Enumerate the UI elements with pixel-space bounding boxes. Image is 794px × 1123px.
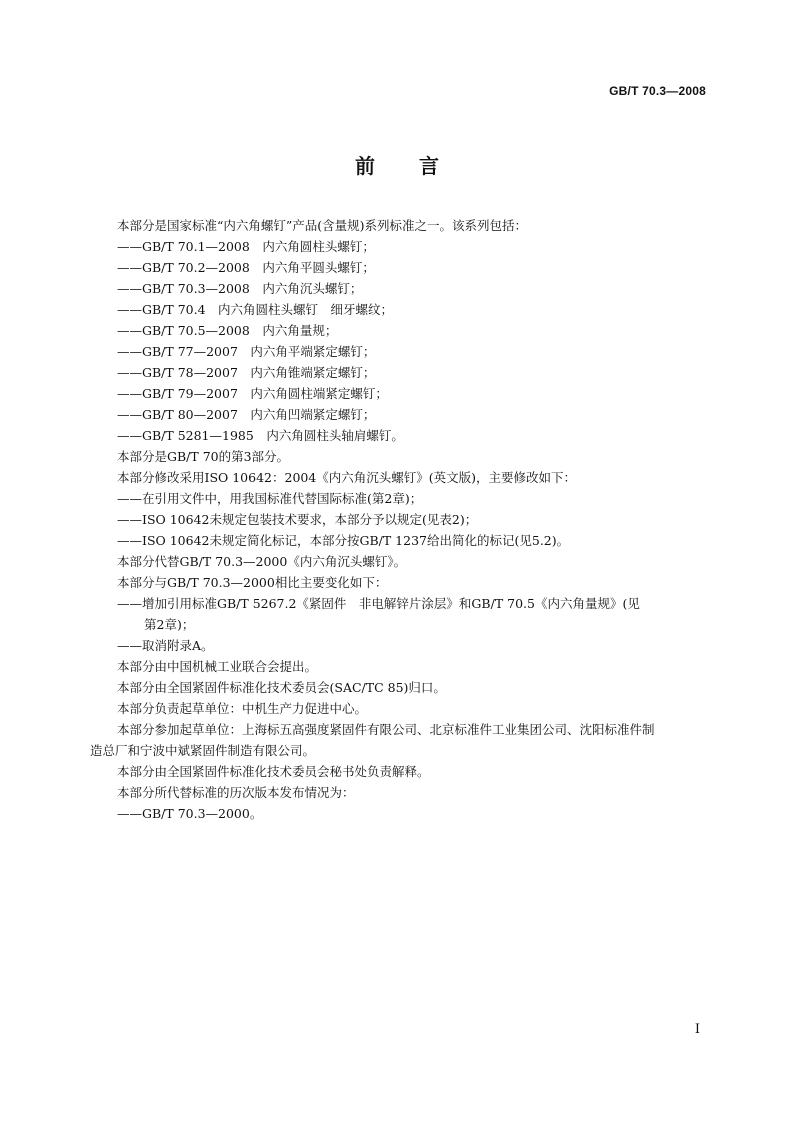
paragraph: 本部分参加起草单位：上海标五高强度紧固件有限公司、北京标准件工业集团公司、沈阳标准件制 [117,722,655,737]
list-item: ——GB/T 70.3—2008 内六角沉头螺钉； [117,281,363,296]
paragraph: 本部分由全国紧固件标准化技术委员会秘书处负责解释。 [117,764,430,779]
list-item: ——GB/T 77—2007 内六角平端紧定螺钉； [117,344,376,359]
page-title: 前言 [355,154,483,178]
paragraph: 本部分负责起草单位：中机生产力促进中心。 [117,701,368,716]
paragraph: 本部分修改采用ISO 10642：2004《内六角沉头螺钉》(英文版)，主要修改如下： [117,470,577,485]
list-item: ——ISO 10642未规定简化标记，本部分按GB/T 1237给出简化的标记(见5.2)。 [117,533,570,548]
list-item: ——GB/T 70.5—2008 内六角量规； [117,323,338,338]
paragraph: 本部分代替GB/T 70.3—2000《内六角沉头螺钉》。 [117,554,407,569]
page-number: I [694,1022,700,1037]
paragraph: 本部分由中国机械工业联合会提出。 [117,659,318,674]
list-item-continuation: 第2章)； [144,617,195,632]
list-item: ——GB/T 79—2007 内六角圆柱端紧定螺钉； [117,386,388,401]
paragraph-continuation: 造总厂和宁波中斌紧固件制造有限公司。 [90,743,316,758]
list-item: ——GB/T 5281—1985 内六角圆柱头轴肩螺钉。 [117,428,404,443]
list-item: ——ISO 10642未规定包装技术要求，本部分予以规定(见表2)； [117,512,478,527]
list-item: ——GB/T 80—2007 内六角凹端紧定螺钉； [117,407,376,422]
foreword-body [90,215,704,824]
paragraph: 本部分是GB/T 70的第3部分。 [117,449,290,464]
paragraph: 本部分与GB/T 70.3—2000相比主要变化如下： [117,575,388,590]
list-item: ——增加引用标准GB/T 5267.2《紧固件 非电解锌片涂层》和GB/T 70.5《内六角量规》(见 [117,596,640,611]
list-item: ——GB/T 70.4 内六角圆柱头螺钉 细牙螺纹； [117,302,394,317]
list-item: ——在引用文件中，用我国标准代替国际标准(第2章)； [117,491,423,506]
list-item: ——GB/T 70.1—2008 内六角圆柱头螺钉； [117,239,375,254]
list-item: ——取消附录A。 [117,638,214,653]
paragraph: 本部分所代替标准的历次版本发布情况为： [117,785,355,800]
list-item: ——GB/T 70.2—2008 内六角平圆头螺钉； [117,260,375,275]
list-item: ——GB/T 70.3—2000。 [117,806,263,821]
list-item: ——GB/T 78—2007 内六角锥端紧定螺钉； [117,365,376,380]
standard-code-header: GB/T 70.3—2008 [609,84,706,98]
paragraph: 本部分由全国紧固件标准化技术委员会(SAC/TC 85)归口。 [117,680,446,695]
paragraph: 本部分是国家标准“内六角螺钉”产品(含量规)系列标准之一。该系列包括： [117,218,528,233]
